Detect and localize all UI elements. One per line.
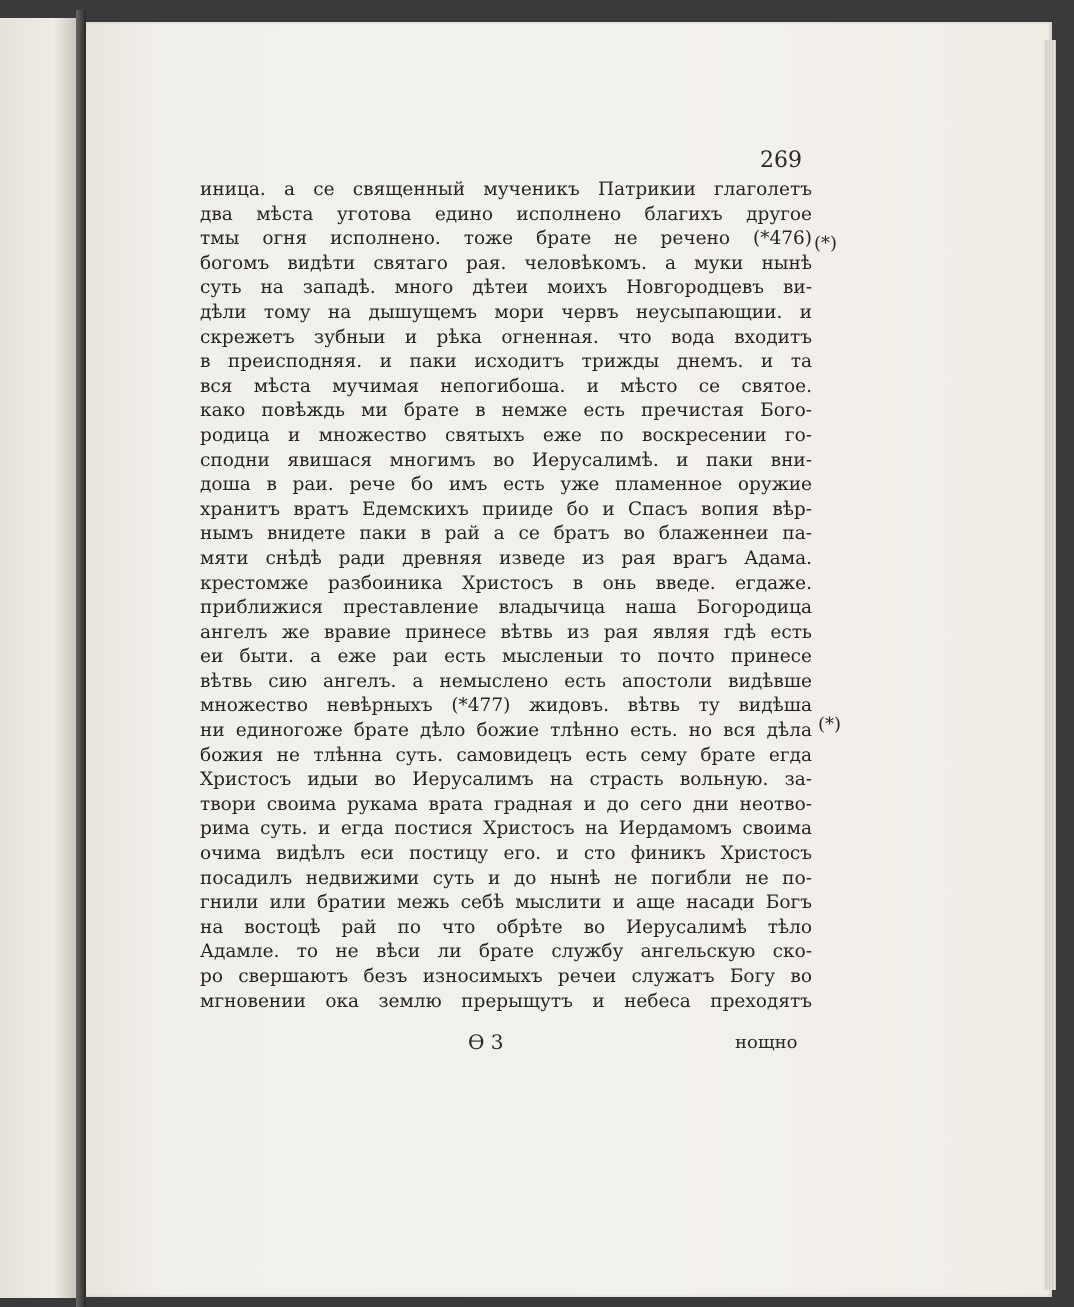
text-line: суть на западѣ. много дѣтеи моихъ Новгородцевъ ви- [200,277,812,299]
text-line: множество невѣрныхъ (*477) жидовъ. вѣтвь ту видѣша [200,695,812,717]
text-line: ангелъ же вравие принесе вѣтвь из рая являя гдѣ есть [200,621,812,643]
signature-mark: Ѳ 3 [468,1030,504,1054]
text-line: рима суть. и егда постися Христосъ на Иердамомъ своима [200,818,812,840]
left-page [0,18,76,1298]
text-line: крестомже разбоиника Христосъ в онь введе. егдаже. [200,572,812,594]
text-line: твори своима рукама врата градная и до сего дни неотво- [200,793,812,815]
book-gutter [76,10,86,1307]
text-line: тмы огня исполнено. тоже брате не речено (*476) [200,228,812,250]
text-line: очима видѣлъ еси постицу его. и сто финикъ Христосъ [200,843,812,865]
text-line: доша в раи. рече бо имъ есть уже пламенное оружие [200,474,812,496]
text-line: Христосъ идыи во Иерусалимъ на страсть вольную. за- [200,769,812,791]
text-line: посадилъ недвижими суть и до нынѣ не погибли не по- [200,867,812,889]
text-line: скрежетъ зубныи и рѣка огненная. что вода входитъ [200,326,812,348]
text-line: в преисподняя. и паки исходитъ трижды днемъ. и та [200,351,812,373]
text-line: божия не тлѣнна суть. самовидецъ есть сему брате егда [200,744,812,766]
text-line: како повѣждь ми брате в немже есть пречистая Бого- [200,400,812,422]
catchword: нощно [735,1032,798,1053]
text-line: нымъ внидете паки в рай а се братъ во блаженнеи па- [200,523,812,545]
text-line: мяти снѣдѣ ради древняя изведе из рая врагъ Адама. [200,547,812,569]
text-line: иница. а се священный мученикъ Патрикии глаголетъ [200,179,812,200]
text-line: вѣтвь сию ангелъ. а немыслено есть апостоли видѣвше [200,670,812,692]
text-line: приближися преставление владычица наша Богородица [200,597,812,619]
text-line: хранитъ вратъ Едемскихъ прииде бо и Спасъ вопия вѣр- [200,498,812,520]
page-number: 269 [760,148,802,173]
marginal-note: (*) [814,233,838,254]
text-line: сподни явишася многимъ во Иерусалимѣ. и паки вни- [200,449,812,471]
text-line: еи быти. а еже раи есть мысленыи то почто принесе [200,646,812,668]
text-line: дѣли тому на дышущемъ мори червъ неусыпающии. и [200,301,812,323]
text-line: вся мѣста мучимая непогибоша. и мѣсто се святое. [200,375,812,397]
text-line: два мѣста уготова едино исполнено благихъ другое [200,203,812,225]
text-line: гнили или братии межь себѣ мыслити и аще насади Богъ [200,892,812,914]
text-line: ро свершаютъ безъ износимыхъ речеи служатъ Богу во [200,966,812,987]
text-line: мгновении ока землю прерыщутъ и небеса преходятъ [200,990,812,1012]
text-line: ни единогоже брате дѣло божие тлѣнно есть. но вся дѣла [200,720,812,742]
page-edge [1044,40,1056,1290]
text-line: богомъ видѣти святаго рая. человѣкомъ. а муки нынѣ [200,252,812,274]
body-text [200,178,812,1014]
text-line: родица и множество святыхъ еже по воскресении го- [200,424,812,446]
text-line: Адамле. то не вѣси ли брате службу ангельскую ско- [200,941,812,963]
text-line: на востоцѣ рай по что обрѣте во Иерусалимѣ тѣло [200,916,812,938]
marginal-note: (*) [818,714,842,735]
